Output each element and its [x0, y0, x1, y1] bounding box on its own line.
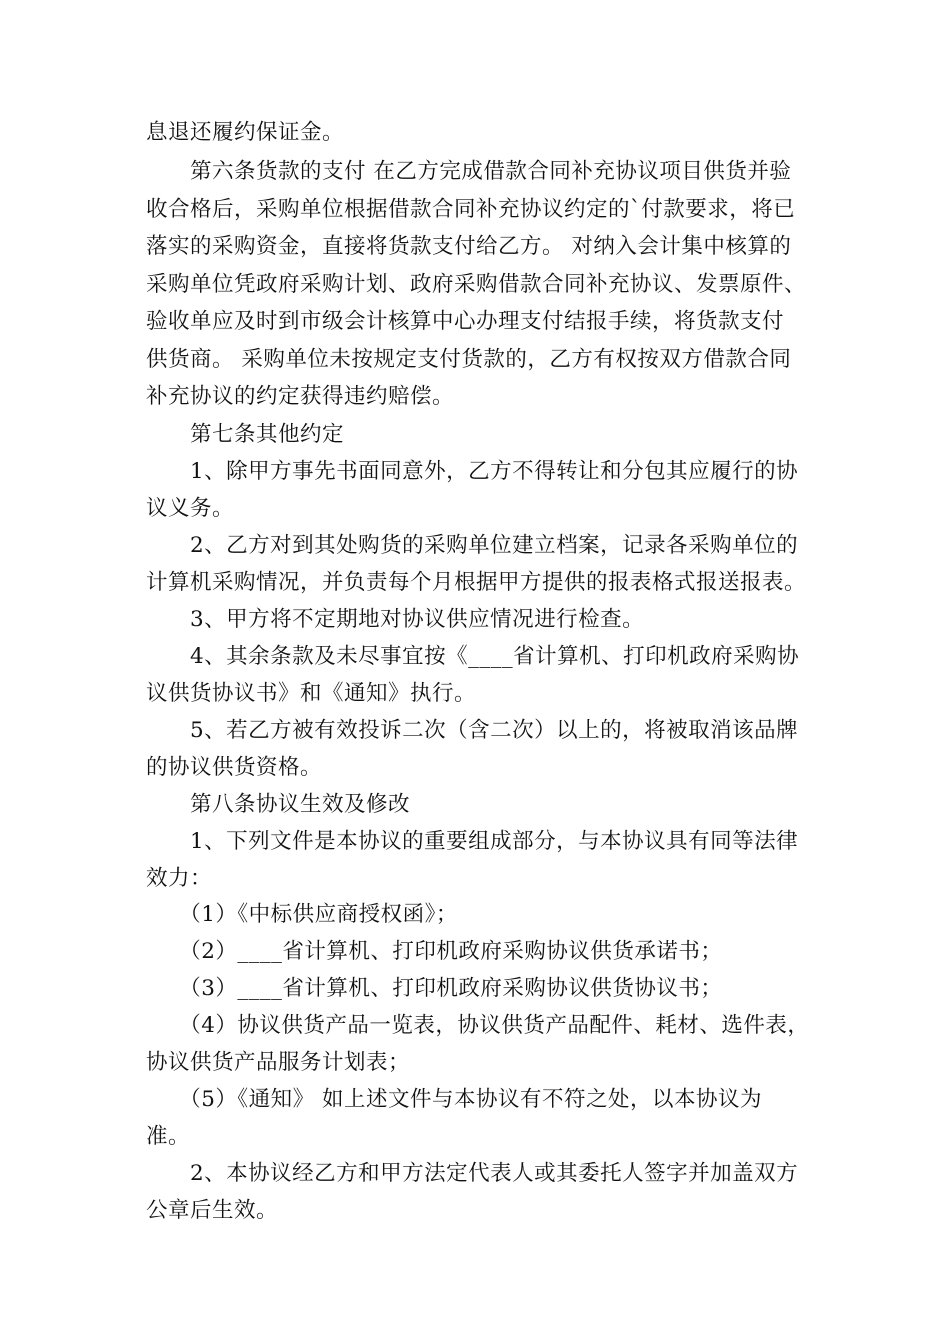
section-heading: 第七条其他约定 [146, 422, 345, 447]
text-line: 息退还履约保证金。 [146, 120, 345, 145]
text-line: 采购单位凭政府采购计划、政府采购借款合同补充协议、发票原件、 [146, 272, 807, 297]
text-line: 公章后生效。 [146, 1198, 279, 1223]
text-line: 的协议供货资格。 [146, 755, 323, 780]
text-line: 收合格后，采购单位根据借款合同补充协议约定的`付款要求，将已 [146, 197, 796, 222]
text-line: 3、甲方将不定期地对协议供应情况进行检查。 [146, 607, 645, 632]
text-line: 供货商。 采购单位未按规定支付货款的，乙方有权按双方借款合同 [146, 347, 792, 372]
text-line: 计算机采购情况，并负责每个月根据甲方提供的报表格式报送报表。 [146, 570, 807, 595]
text-line: 2、本协议经乙方和甲方法定代表人或其委托人签字并加盖双方 [146, 1161, 799, 1186]
text-line: 补充协议的约定获得违约赔偿。 [146, 384, 455, 409]
text-line: 2、乙方对到其处购货的采购单位建立档案，记录各采购单位的 [146, 533, 799, 558]
text-line: 1、下列文件是本协议的重要组成部分，与本协议具有同等法律 [146, 829, 799, 854]
text-line: 落实的采购资金，直接将货款支付给乙方。 对纳入会计集中核算的 [146, 234, 792, 259]
section-heading: 第八条协议生效及修改 [146, 792, 411, 817]
text-line: 5、若乙方被有效投诉二次（含二次）以上的，将被取消该品牌 [146, 718, 799, 743]
text-line: 议供货协议书》和《通知》执行。 [146, 681, 477, 706]
text-line: 准。 [146, 1124, 191, 1149]
text-line: 协议供货产品服务计划表； [146, 1050, 411, 1075]
text-line: 效力： [146, 866, 213, 891]
text-line: （5）《通知》 如上述文件与本协议有不符之处，以本协议为 [146, 1087, 763, 1112]
text-line: （3）____省计算机、打印机政府采购协议供货协议书； [146, 976, 723, 1001]
text-line: 4、其余条款及未尽事宜按《____省计算机、打印机政府采购协 [146, 644, 800, 669]
text-line: （4）协议供货产品一览表，协议供货产品配件、耗材、选件表， [146, 1013, 810, 1038]
text-line: 验收单应及时到市级会计核算中心办理支付结报手续，将货款支付 [146, 309, 785, 334]
text-line: 1、除甲方事先书面同意外，乙方不得转让和分包其应履行的协 [146, 459, 799, 484]
text-line: 议义务。 [146, 496, 235, 521]
text-line: （2）____省计算机、打印机政府采购协议供货承诺书； [146, 939, 723, 964]
text-line: （1）《中标供应商授权函》； [146, 902, 458, 927]
text-line: 第六条货款的支付 在乙方完成借款合同补充协议项目供货并验 [146, 159, 792, 184]
